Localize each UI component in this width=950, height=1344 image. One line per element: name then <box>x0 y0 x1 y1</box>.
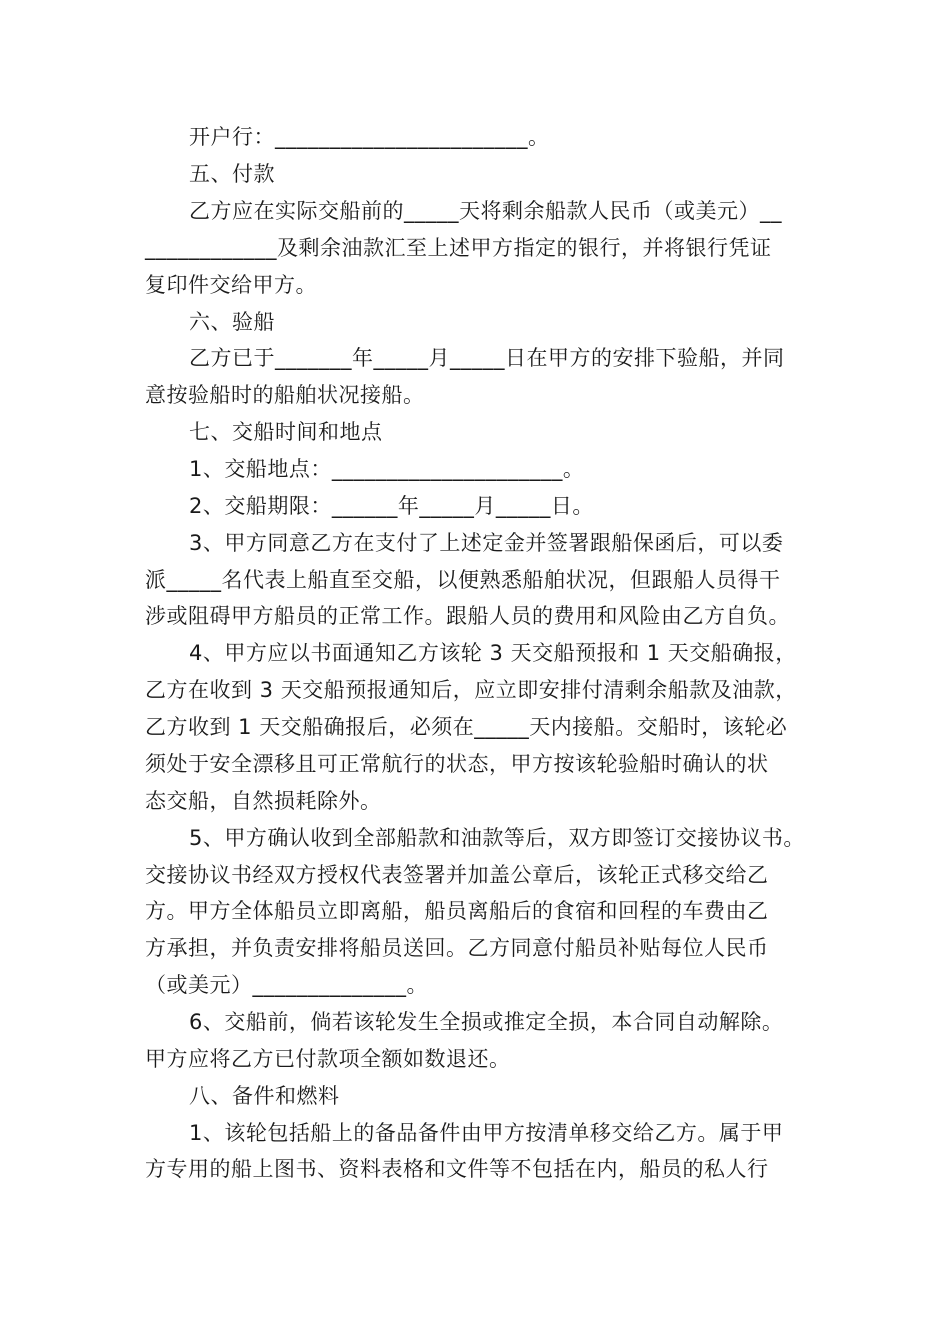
section-heading: 八、备件和燃料 <box>189 1084 340 1108</box>
paragraph-line: 乙方收到 1 天交船确报后，必须在_____天内接船。交船时，该轮必 <box>145 715 788 739</box>
paragraph-line: 方专用的船上图书、资料表格和文件等不包括在内，船员的私人行 <box>145 1157 769 1181</box>
paragraph-line: 4、甲方应以书面通知乙方该轮 3 天交船预报和 1 天交船确报， <box>189 641 797 665</box>
paragraph-line: 乙方在收到 3 天交船预报通知后，应立即安排付清剩余船款及油款， <box>145 678 797 702</box>
paragraph-line: 1、该轮包括船上的备品备件由甲方按清单移交给乙方。属于甲 <box>189 1121 784 1145</box>
paragraph-line: 2、交船期限：______年_____月_____日。 <box>189 494 594 518</box>
section-heading: 五、付款 <box>189 162 275 186</box>
paragraph-line: 3、甲方同意乙方在支付了上述定金并签署跟船保函后，可以委 <box>189 531 784 555</box>
paragraph-line: 甲方应将乙方已付款项全额如数退还。 <box>145 1047 511 1071</box>
paragraph-line: 方承担，并负责安排将船员送回。乙方同意付船员补贴每位人民币 <box>145 936 769 960</box>
paragraph-line: 1、交船地点：_____________________。 <box>189 457 585 481</box>
paragraph-line: 乙方应在实际交船前的_____天将剩余船款人民币（或美元）__ <box>189 199 782 223</box>
paragraph-line: 涉或阻碍甲方船员的正常工作。跟船人员的费用和风险由乙方自负。 <box>145 604 790 628</box>
paragraph-line: 6、交船前，倘若该轮发生全损或推定全损，本合同自动解除。 <box>189 1010 784 1034</box>
paragraph-line: 乙方已于_______年_____月_____日在甲方的安排下验船，并同 <box>189 346 785 370</box>
paragraph-line: 方。甲方全体船员立即离船，船员离船后的食宿和回程的车费由乙 <box>145 899 769 923</box>
paragraph-line: 开户行：_______________________。 <box>189 125 550 149</box>
paragraph-line: 须处于安全漂移且可正常航行的状态，甲方按该轮验船时确认的状 <box>145 752 769 776</box>
paragraph-line: 交接协议书经双方授权代表签署并加盖公章后，该轮正式移交给乙 <box>145 863 769 887</box>
paragraph-line: 复印件交给甲方。 <box>145 273 317 297</box>
section-heading: 七、交船时间和地点 <box>189 420 383 444</box>
section-heading: 六、验船 <box>189 310 275 334</box>
paragraph-line: 意按验船时的船舶状况接船。 <box>145 383 425 407</box>
paragraph-line: 派_____名代表上船直至交船，以便熟悉船舶状况，但跟船人员得干 <box>145 568 781 592</box>
paragraph-line: 态交船，自然损耗除外。 <box>145 789 382 813</box>
paragraph-line: ____________及剩余油款汇至上述甲方指定的银行，并将银行凭证 <box>145 236 772 260</box>
paragraph-line: （或美元）______________。 <box>145 973 428 997</box>
paragraph-line: 5、甲方确认收到全部船款和油款等后，双方即签订交接协议书。 <box>189 826 805 850</box>
